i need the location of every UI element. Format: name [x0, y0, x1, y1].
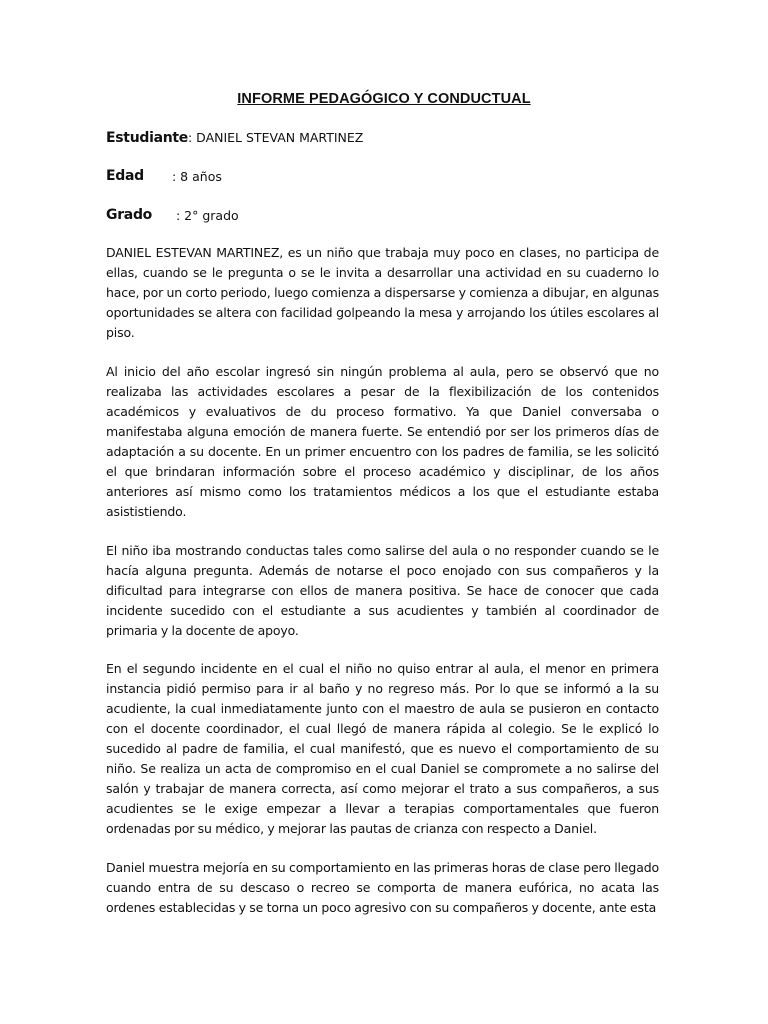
grade-value: : 2° grado [176, 208, 239, 223]
student-field [106, 130, 363, 146]
paragraph-2: Al inicio del año escolar ingresó sin ningún problema al aula, pero se observó que no realizaba las actividades escolares a pesar de la flexibilización de los contenidos académicos y evaluativos de du proceso formativo. Ya que Daniel conversaba o manifestaba alguna emoción de manera fuerte. Se entendió por ser los primeros días de adaptación a su docente. En un primer encuentro con los padres de familia, se les solicitó el que brindaran información sobre el proceso académico y disciplinar, de los años anteriores así mismo como los tratamientos médicos a los que el estudiante estaba asististiendo. [106, 364, 659, 519]
grade-field [106, 207, 239, 223]
age-value: : 8 años [172, 169, 222, 184]
paragraph-4: En el segundo incidente en el cual el niño no quiso entrar al aula, el menor en primera instancia pidió permiso para ir al baño y no regreso más. Por lo que se informó a la su acudiente, la cual inmediatamente junto con el maestro de aula se pusieron en contacto con el docente coordinador, el cual llegó de manera rápida al colegio. Se le explicó lo sucedido al padre de familia, el cual manifestó, que es nuevo el comportamiento de su niño. Se realiza un acta de compromiso en el cual Daniel se compromete a no salirse del salón y trabajar de manera correcta, así como mejorar el trato a sus compañeros, a sus acudientes se le exige empezar a llevar a terapias comportamentales que fueron ordenadas por su médico, y mejorar las pautas de crianza con respecto a Daniel. [106, 661, 659, 836]
grade-label: Grado [106, 207, 152, 223]
paragraph-5: Daniel muestra mejoría en su comportamiento en las primeras horas de clase pero llegado cuando entra de su descaso o recreo se comporta de manera eufórica, no acata las ordenes establecidas y se torna un poco agresivo con su compañeros y docente, ante esta [106, 860, 659, 915]
student-value: : DANIEL STEVAN MARTINEZ [187, 130, 364, 145]
paragraph-3: El niño iba mostrando conductas tales como salirse del aula o no responder cuando se le hacía alguna pregunta. Además de notarse el poco enojado con sus compañeros y la dificultad para integrarse con ellos de manera positiva. Se hace de conocer que cada incidente sucedido con el estudiante a sus acudientes y también al coordinador de primaria y la docente de apoyo. [106, 543, 659, 638]
student-label: Estudiante [106, 130, 188, 146]
document-title: INFORME PEDAGÓGICO Y CONDUCTUAL [237, 91, 531, 107]
age-field [106, 168, 222, 184]
paragraph-1: DANIEL ESTEVAN MARTINEZ, es un niño que trabaja muy poco en clases, no participa de ellas, cuando se le pregunta o se le invita a desarrollar una actividad en su cuaderno lo hace, por un corto periodo, luego comienza a dispersarse y comienza a dibujar, en algunas oportunidades se altera con facilidad golpeando la mesa y arrojando los útiles escolares al piso. [106, 245, 659, 340]
age-label: Edad [106, 168, 144, 184]
